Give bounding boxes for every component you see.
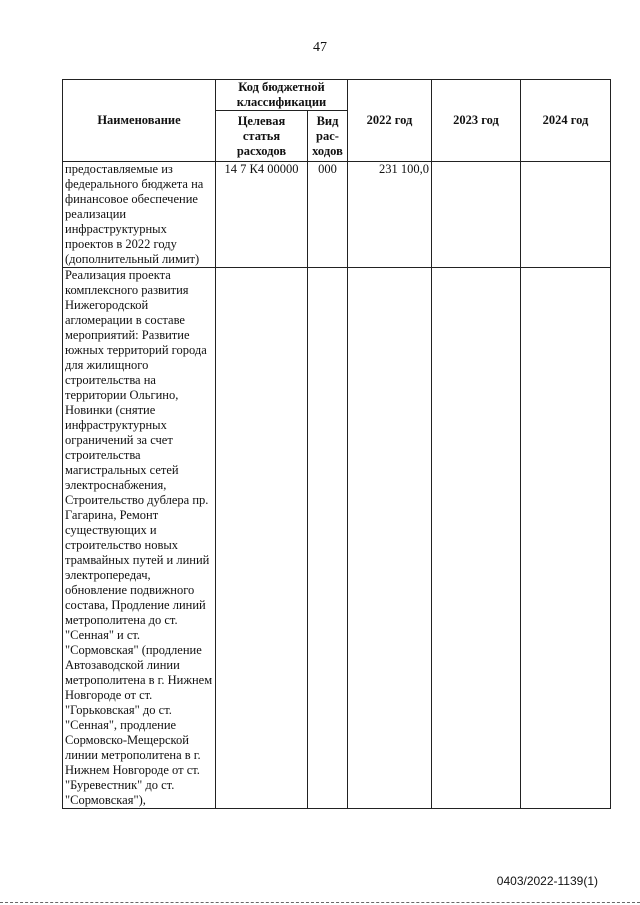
header-2024: 2024 год xyxy=(521,80,611,162)
document-number: 0403/2022-1139(1) xyxy=(496,874,598,888)
scan-border-marks xyxy=(0,899,640,903)
header-2023: 2023 год xyxy=(432,80,521,162)
header-target-article: Целевая статья расходов xyxy=(216,111,308,162)
row-expense-type xyxy=(308,268,348,809)
row-2022 xyxy=(348,268,432,809)
row-2024 xyxy=(521,268,611,809)
header-budget-code: Код бюджетной классификации xyxy=(216,80,348,111)
table-row xyxy=(63,162,611,268)
row-2023 xyxy=(432,162,521,268)
header-expense-type: Вид рас-ходов xyxy=(308,111,348,162)
header-name: Наименование xyxy=(63,80,216,162)
header-2022: 2022 год xyxy=(348,80,432,162)
page-number: 47 xyxy=(313,40,327,55)
row-2022: 231 100,0 xyxy=(348,162,432,268)
row-name: Реализация проекта комплексного развития Нижегородской агломерации в составе мероприятий: Развитие южных территорий города для жилищного строительства на территории Ольгино, Новинки (снятие инфраструктурных ограничений за счет строительства магистральных сетей электроснабжения, Строительство дублера пр. Гагарина, Ремонт существующих и строительство новых трамвайных путей и линий электропередач, обновление подвижного состава, Продление линий метрополитена до ст. "Сенная" и ст. "Сормовская" (продление Автозаводской линии метрополитена в г. Нижнем Новгороде от ст. "Горьковская" до ст. "Сенная", продление Сормовско-Мещерской линии метрополитена в г. Нижнем Новгороде от ст. "Буревестник" до ст. "Сормовская"), xyxy=(63,268,216,809)
table-row xyxy=(63,268,611,809)
row-target-article xyxy=(216,268,308,809)
row-2023 xyxy=(432,268,521,809)
row-expense-type: 000 xyxy=(308,162,348,268)
row-target-article: 14 7 К4 00000 xyxy=(216,162,308,268)
budget-table xyxy=(62,79,611,809)
row-name: предоставляемые из федерального бюджета на финансовое обеспечение реализации инфраструктурных проектов в 2022 году (дополнительный лимит) xyxy=(63,162,216,268)
row-2024 xyxy=(521,162,611,268)
